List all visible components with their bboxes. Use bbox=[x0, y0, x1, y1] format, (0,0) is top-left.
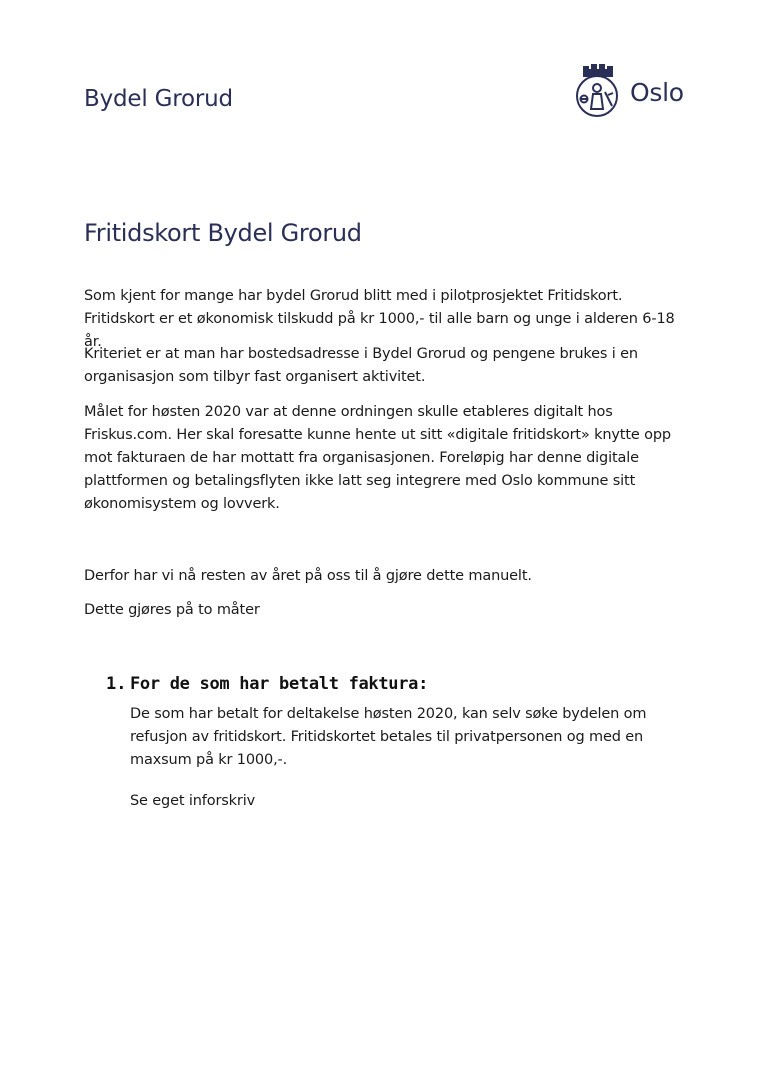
paragraph-two-ways: Dette gjøres på to måter bbox=[84, 602, 260, 618]
list-item-number: 1. bbox=[106, 674, 127, 694]
paragraph-criteria: Kriteriet er at man har bostedsadresse i Bydel Grorud og pengene brukes i en organisasjon som tilbyr fast organisert aktivitet. bbox=[84, 346, 638, 385]
org-name: Bydel Grorud bbox=[84, 86, 233, 112]
logo-text: Oslo bbox=[630, 78, 684, 107]
paragraph-intro: Som kjent for mange har bydel Grorud blitt med i pilotprosjektet Fritidskort. Fritidskort er et økonomisk tilskudd på kr 1000,- til alle barn og unge i alderen 6-18 år. bbox=[84, 288, 675, 350]
oslo-logo bbox=[570, 62, 690, 120]
paragraph-goal: Målet for høsten 2020 var at denne ordningen skulle etableres digitalt hos Friskus.com. Her skal foresatte kunne hente ut sitt «digitale fritidskort» knytte opp mot fakturaen de har mottatt fra organisasjonen. Foreløpig har denne digitale plattformen og betalingsflyten ikke latt seg integrere med Oslo kommune sitt økonomisystem og lovverk. bbox=[84, 404, 671, 512]
oslo-city-seal-icon bbox=[570, 62, 624, 120]
list-item-note: Se eget inforskriv bbox=[130, 793, 256, 809]
list-item-body: De som har betalt for deltakelse høsten 2020, kan selv søke bydelen om refusjon av fritidskort. Fritidskortet betales til privatpersonen og med en maxsum på kr 1000,-. bbox=[130, 706, 647, 768]
paragraph-manual: Derfor har vi nå resten av året på oss til å gjøre dette manuelt. bbox=[84, 568, 532, 584]
document-title: Fritidskort Bydel Grorud bbox=[84, 219, 362, 247]
list-item-heading: For de som har betalt faktura: bbox=[130, 674, 429, 694]
